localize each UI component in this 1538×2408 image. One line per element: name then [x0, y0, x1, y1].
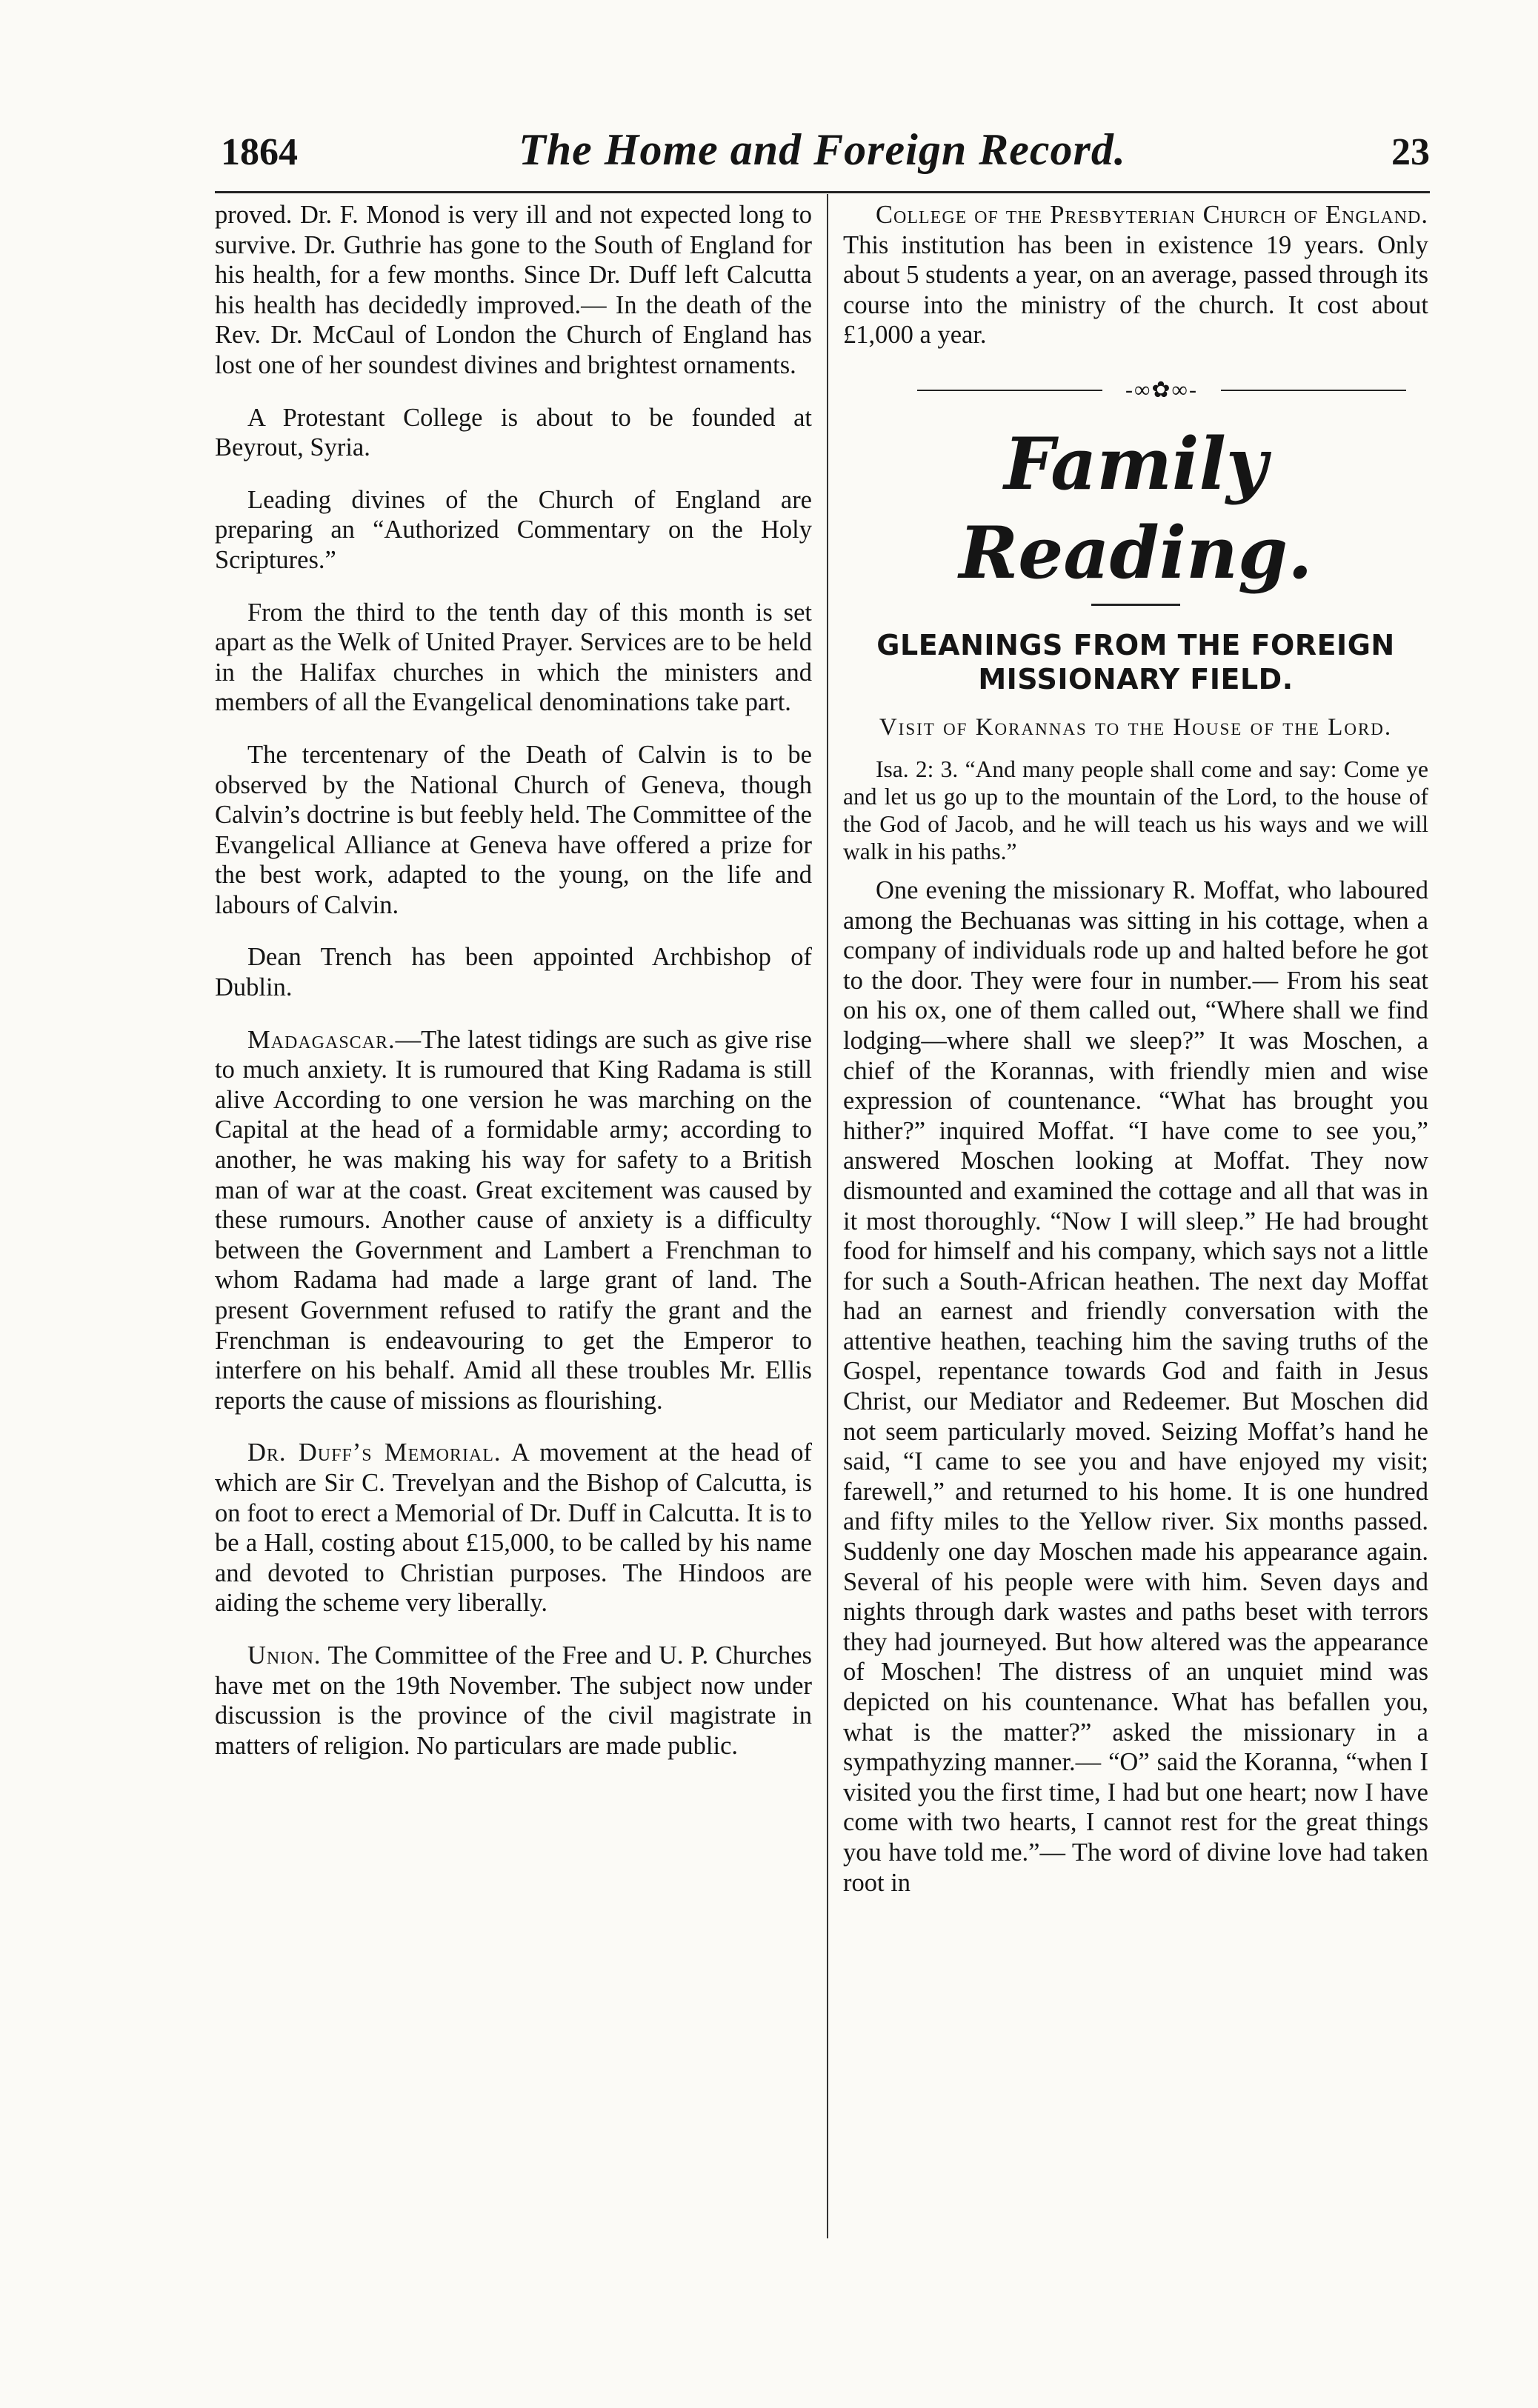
article-subheading: Visit of Korannas to the House of the Lord. — [879, 713, 1393, 741]
duff-memorial-text: A movement at the head of which are Sir C. Trevelyan and the Bishop of Calcutta, is on foot to erect a Memorial of Dr. Duff in Calcutta. It is to be a Hall, costing about £15,000, to be called by his name and devoted to Christian purposes. The Hindoos are aiding the scheme very liberally. — [215, 1438, 813, 1618]
ornament-knot-icon: -∞✿∞- — [1125, 377, 1198, 402]
page-number: 23 — [1391, 131, 1430, 173]
section-rule — [1091, 604, 1180, 606]
scripture-quote: Isa. 2: 3. “And many people shall come and say: Come ye and let us go up to the mountain of the Lord, to the house of the God of Jacob, and he will teach us his ways and we will walk in his paths.” — [843, 756, 1428, 864]
paragraph-presbyterian-college — [843, 200, 1428, 350]
section-title: Family Reading. — [959, 421, 1313, 595]
paragraph-news-1: proved. Dr. F. Monod is very ill and not expected long to survive. Dr. Guthrie has gone to the South of England for his health, for a few months. Since Dr. Duff left Calcutta his health has decidedly improved.— In the death of the Rev. Dr. McCaul of London the Church of England has lost one of her soundest divines and brightest ornaments. — [215, 201, 812, 379]
paragraph-duff-memorial — [215, 1438, 812, 1618]
presbyterian-college-lead: College of the Presbyterian Church of England. — [876, 201, 1428, 229]
madagascar-text: —The latest tidings are such as give rise to much anxiety. It is rumoured that King Radama is still alive According to one version he was marching on the Capital at the head of a formidable army; according to another, he was making his way for safety to a British man of war at the coast. Great excitement was caused by these rumours. Another cause of anxiety is a difficulty between the Government and Lambert a Frenchman to whom Radama had made a large grant of land. The present Government refused to ratify the grant and the Frenchman is endeavouring to get the Emperor to interfere on his behalf. Amid all these troubles Mr. Ellis reports the cause of missions as flourishing. — [215, 1025, 812, 1415]
ornamental-divider — [843, 376, 1428, 405]
article-heading: GLEANINGS FROM THE FOREIGN MISSIONARY FIELD. — [876, 628, 1395, 696]
left-column — [215, 200, 812, 1761]
paragraph-beyrout-college: A Protestant College is about to be founded at Beyrout, Syria. — [215, 403, 812, 462]
paragraph-madagascar — [215, 1025, 812, 1416]
right-column — [843, 200, 1428, 1898]
running-header — [215, 124, 1430, 184]
presbyterian-college-text: This institution has been in existence 19 years. Only about 5 students a year, on an average, passed through its course into the ministry of the church. It cost about £1,000 a year. — [843, 230, 1428, 350]
union-text: The Committee of the Free and U. P. Churches have met on the 19th November. The subject now under discussion is the province of the civil magistrate in matters of religion. No particulars are made public. — [215, 1641, 812, 1760]
paragraph-union — [215, 1641, 812, 1761]
duff-memorial-lead: Dr. Duff’s Memorial. — [247, 1438, 502, 1467]
article-body: One evening the missionary R. Moffat, who laboured among the Bechuanas was sitting in his cottage, when a company of individuals rode up and halted before he got to the door. They were four in number.— From his seat on his ox, one of them called out, “Where shall we find lodging—where shall we sleep?” It was Moschen, a chief of the Korannas, with friendly mien and wise expression of countenance. “What has brought you hither?” inquired Moffat. “I have come to see you,” answered Moschen looking at Moffat. They now dismounted and examined the cottage and all that was in it most thoroughly. “Now I will sleep.” He had brought food for himself and his company, which says not a little for such a South-African heathen. The next day Moffat had an earnest and friendly conversation with the attentive heathen, teaching him the saving truths of the Gospel, repentance towards God and faith in Jesus Christ, our Mediator and Redeemer. But Moschen did not seem particularly moved. Seizing Moffat’s hand he said, “I came to see you and have enjoyed my visit; farewell,” and returned to his home. It is one hundred and fifty miles to the Yellow river. Six months passed. Suddenly one day Moschen made his appearance again. Several of his people were with him. Seven days and nights through dark wastes and paths beset with terrors they had journeyed. But how altered was the appearance of Moschen! The distress of an unquiet mind was depicted on his countenance. What has befallen you, what is the matter?” asked the missionary in a sympathyzing manner.— “O” said the Koranna, “when I visited you the first time, I had but one heart; now I have come with two hearts, I cannot rest for the great things you have told me.”— The word of divine love had taken root in — [843, 876, 1428, 1897]
column-divider — [827, 194, 828, 2238]
header-rule — [215, 191, 1430, 193]
madagascar-lead: Madagascar. — [247, 1025, 396, 1054]
header-year: 1864 — [221, 131, 298, 173]
paragraph-calvin: The tercentenary of the Death of Calvin is to be observed by the National Church of Geneva, though Calvin’s doctrine is but feebly held. The Committee of the Evangelical Alliance at Geneva have offered a prize for the best work, adapted to the young, on the life and labours of Calvin. — [215, 740, 812, 919]
paragraph-week-of-prayer: From the third to the tenth day of this month is set apart as the Welk of United Prayer. Services are to be held in the Halifax churches in which the ministers and members of all the Evangelical denominations take part. — [215, 598, 812, 717]
header-title: The Home and Foreign Record. — [519, 125, 1126, 174]
paragraph-commentary: Leading divines of the Church of England are preparing an “Authorized Commentary on the Holy Scriptures.” — [215, 485, 812, 574]
paragraph-dean-trench: Dean Trench has been appointed Archbishop of Dublin. — [215, 943, 812, 1002]
union-lead: Union. — [247, 1641, 322, 1670]
